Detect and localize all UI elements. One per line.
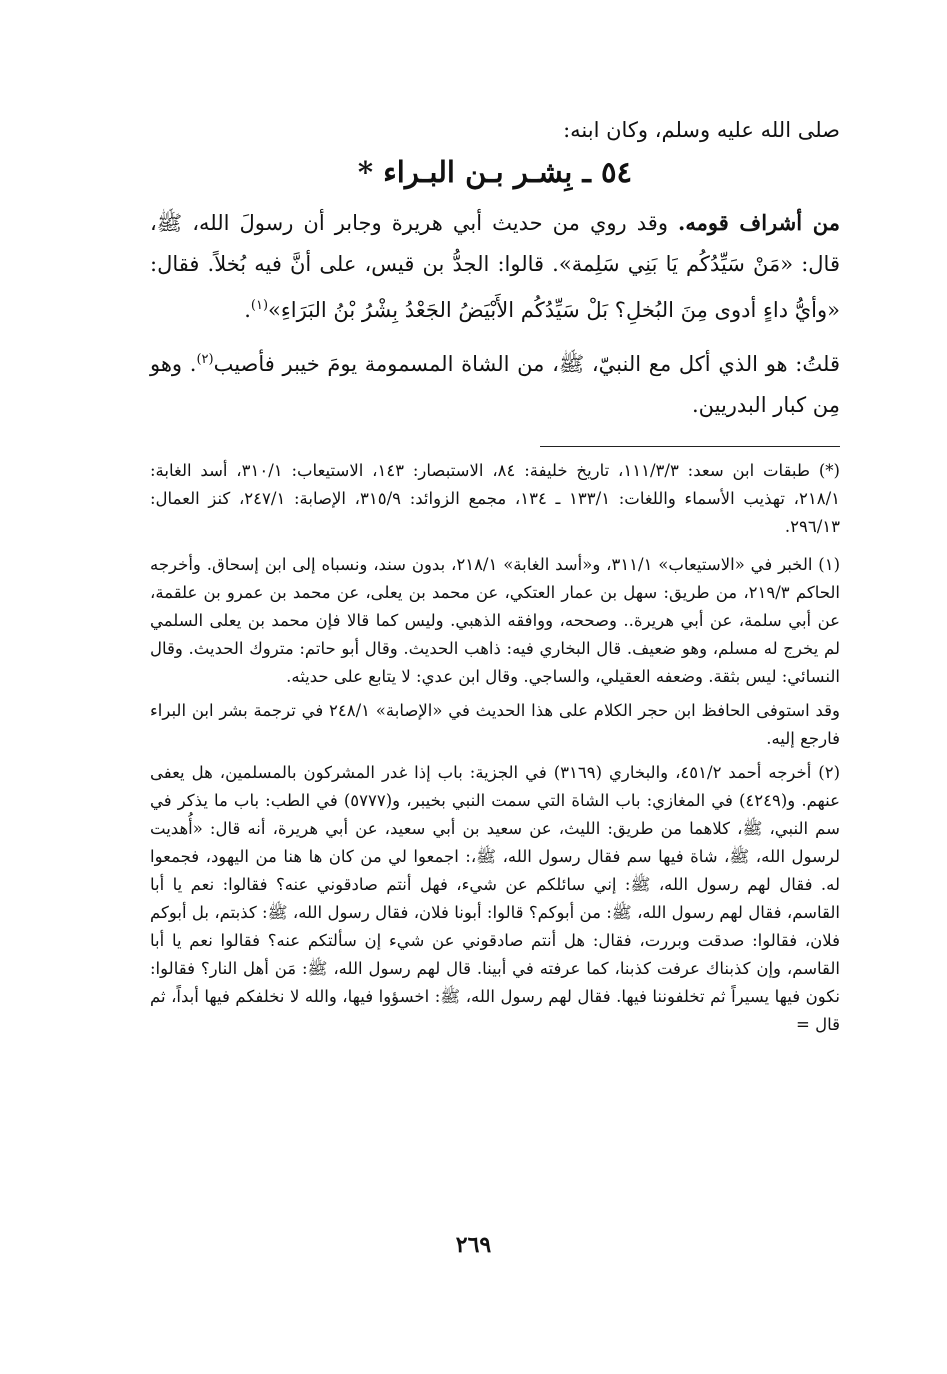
paragraph-lead: من أشراف قومه.	[678, 210, 840, 235]
source-footnote: (*) طبقات ابن سعد: ١١١/٣/٣، تاريخ خليفة: ٨٤، الاستبصار: ١٤٣، الاستيعاب: ٣١٠/١، أسد الغابة: ٢١٨/١، تهذيب الأسماء واللغات: ١٣٣/١ ـ ١٣٤، مجمع الزوائد: ٣١٥/٩، الإصابة: ٢٤٧/١، كنز العمال: ٢٩٦/١٣.	[150, 461, 840, 536]
footnote-ref-2: (٢)	[196, 352, 214, 367]
footnote-2: (٢) أخرجه أحمد ٤٥١/٢، والبخاري (٣١٦٩) في الجزية: باب إذا غدر المشركون بالمسلمين، هل يعفى عنهم. و(٤٢٤٩) في المغازي: باب الشاة التي سمت النبي بخيبر، و(٥٧٧٧) في الطب: باب ما يذكر في سم النبي، ﷺ، كلاهما من طريق: الليث، عن سعيد بن أبي سعيد، عن أبي هريرة، أنه قال: «أُهديت لرسول الله، ﷺ، شاة فيها سم فقال رسول الله، ﷺ،: اجمعوا لي من كان ها هنا من اليهود، فجمعوا له. فقال لهم رسول الله، ﷺ: إني سائلكم عن شيء، فهل أنتم صادقوني عنه؟ فقالوا: نعم يا أبا القاسم، فقال لهم رسول الله، ﷺ: من أبوكم؟ قالوا: أبونا فلان، فقال رسول الله، ﷺ: كذبتم، بل أبوكم فلان، فقالوا: صدقت وبررت، فقال: هل أنتم صادقوني عن شيء إن سألتكم عنه؟ فقالوا نعم يا أبا القاسم، وإن كذبناك عرفت كذبنا، كما عرفته في أبينا. قال لهم رسول الله، ﷺ: مَن أهل النار؟ فقالوا: نكون فيها يسيراً ثم تخلفوننا فيها. فقال لهم رسول الله، ﷺ: اخسؤوا فيها، والله لا نخلفكم فيها أبداً، ثم قال =	[150, 763, 840, 1034]
footnote-divider	[540, 446, 840, 447]
biography-paragraph	[150, 202, 840, 331]
note-text: قلتُ: هو الذي أكل مع النبيّ، ﷺ، من الشاة المسمومة يومَ خيبر فأصيب	[213, 352, 840, 376]
footnote-1: (١) الخبر في «الاستيعاب» ٣١١/١، و«أسد الغابة» ٢١٨/١، بدون سند، ونسباه إلى ابن إسحاق. وأخرجه الحاكم ٢١٩/٣، من طريق: سهل بن عمار العتكي، عن محمد بن يعلى، عن محمد بن عمرو بن علقمة، عن أبي سلمة، عن أبي هريرة.. وصححه، ووافقه الذهبي. وليس كما قالا فإن محمد بن يعلى السلمي لم يخرج له مسلم، وهو ضعيف. قال البخاري فيه: ذاهب الحديث. وقال أبو حاتم: متروك الحديث. وقال النسائي: ليس بثقة. وضعفه العقيلي، والساجي. وقال ابن عدي: لا يتابع على حديثه.	[150, 555, 841, 686]
page-number: ٢٦٩	[455, 1232, 492, 1258]
note-tail: . وهو مِن كبار البدريين.	[150, 352, 840, 417]
footnote-1-continued: وقد استوفى الحافظ ابن حجر الكلام على هذا الحديث في «الإصابة» ٢٤٨/١ في ترجمة بشر ابن البراء فارجع إليه.	[150, 701, 840, 748]
entry-title: ٥٤ ـ بِشـر بـن البـراء *	[357, 155, 633, 189]
paragraph-text: وقد روي من حديث أبي هريرة وجابر أن رسولَ الله، ﷺ، قال: «مَنْ سَيِّدُكُم يَا بَنِي سَلِمة». قالوا: الجدُّ بن قيس، على أنَّ فيه بُخلاً. فقال: «وأيُّ داءٍ أدوى مِنَ البُخلِ؟ بَلْ سَيِّدُكُم الأَبْيَضُ الجَعْدُ بِشْرُ بْنُ البَرَاءِ»	[150, 211, 840, 322]
author-note-paragraph	[150, 339, 840, 426]
intro-line: صلى الله عليه وسلم، وكان ابنه:	[563, 118, 840, 142]
footnote-ref-1: (١)	[250, 298, 269, 313]
page-content	[150, 100, 840, 1045]
paragraph-tail: .	[244, 298, 251, 322]
